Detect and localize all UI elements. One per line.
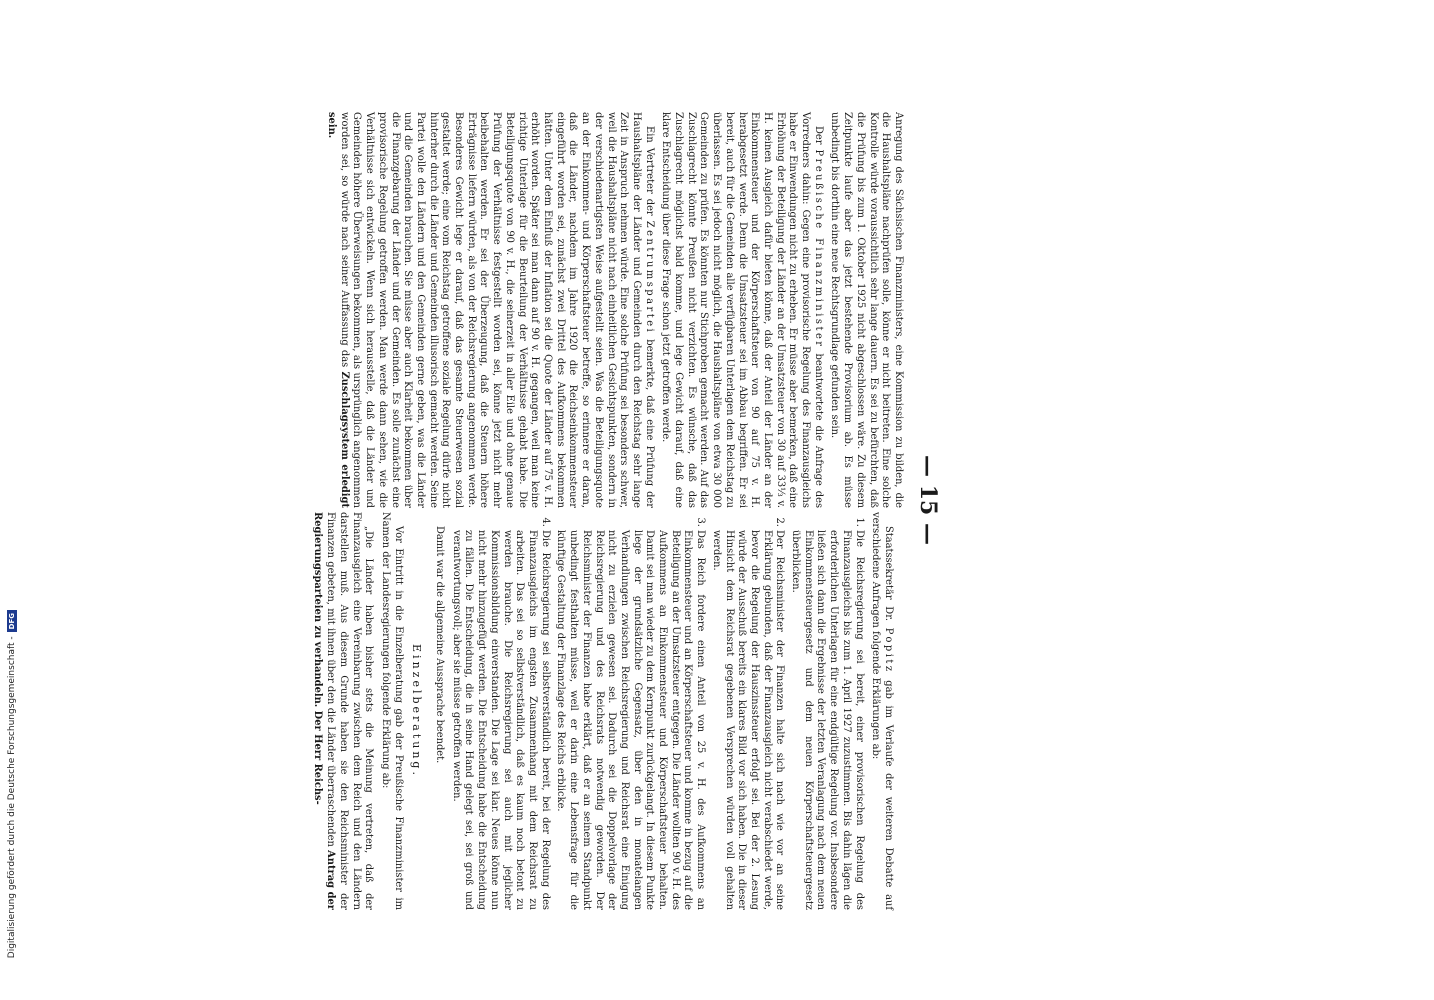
footer-strip: [2, 600, 20, 995]
numbered-list: [449, 512, 865, 910]
paragraph: Anregung des Sächsischen Finanzministers, eine Kommission zu bilden, die die Haushaltspläne nachprüfen solle, könne er nicht beitreten. Eine solche Kontrolle würde voraussichtlich sehr lange dauern. Es sei zu befürchten, daß die Prüfung bis zum 1. Oktober 1925 nicht abgeschlossen wäre. Zu diesem Zeitpunkte laufe aber das jetzt bestehende Provisorium ab. Es müsse unbedingt bis dorthin eine neue Rechtsgrundlage gefunden sein.: [829, 112, 904, 508]
bold-text: Zuschlagsystem erledigt sein.: [326, 112, 350, 508]
paragraph: [311, 512, 375, 910]
page-number: — 15 —: [915, 455, 941, 545]
text-run: Der: [812, 126, 824, 145]
text-run: beantwortete die Anfrage des Vorredners dahin: Gegen eine provisorische Regelung des Finanzausgleichs habe er Einwendungen nicht zu erheben. Er müsse aber bemerken, daß eine Erhöhung der Beteiligung der Länder an der Umsatzsteuer von 30 auf 33⅓ v. H. keinen Ausgleich dafür bieten könne, daß der Anteil der Länder an der Einkommensteuer und der Körperschaftsteuer von 90 auf 75 v. H. herabgesetzt werde. Denn die Umsatzsteuer sei im Abbau begriffen. Er sei bereit, auch für die Gemeinden alle verfügbaren Unterlagen dem Reichstag zu überlassen. Es sei jedoch nicht möglich, die Haushaltspläne von etwa 30 000 Gemeinden zu prüfen. Es könnten nur Stichproben gemacht werden. Auf das Zuschlagrecht könnte Preußen nicht verzichten. Es wünsche, daß das Zuschlagrecht möglichst bald komme, und lege Gewicht darauf, daß eine klare Entscheidung über diese Frage schon jetzt getroffen werde.: [660, 112, 824, 509]
paragraph: Damit war die allgemeine Aussprache beendet.: [434, 526, 446, 764]
paragraph: [324, 112, 654, 508]
footer-text: Digitalisierung gefördert durch die Deutsche Forschungsgemeinschaft -: [7, 636, 17, 959]
speaker-name: Zentrumspartei: [643, 220, 655, 335]
paragraph: [659, 112, 824, 508]
text-run: Ein Vertreter der: [643, 126, 655, 216]
section-heading: Einzelberatung.: [410, 644, 424, 778]
text-run: Staatssekretär Dr.: [883, 526, 894, 621]
paragraph: [869, 512, 894, 910]
bold-text: Antrag der Regierungsparteien zu verhandeln. Der Herr Reichs-: [312, 512, 337, 910]
right-column: [307, 512, 894, 910]
list-item: 2. Der Reichsminister der Finanzen halte sich nach wie vor an seine Erklärung gebunden, daß der Finanzausgleich nicht verabschiedet werde, bevor die Regelung der Hauszinssteuer erfolgt sei. Bei der 2. Lesung würde der Ausschuß bereits ein klares Bild vor sich haben. Die in dieser Hinsicht dem Reichsrat gegebenen Versprechen würden voll gehalten werden.: [709, 530, 785, 910]
speaker-name: Popitz: [883, 627, 894, 674]
text-run: bemerkte, daß eine Prüfung der Haushaltspläne der Länder und Gemeinden durch den Reichstag sehr lange Zeit in Anspruch nehmen würde. Eine solche Prüfung sei besonders schwer, weil die Haushaltspläne nicht nach einheitlichen Gesichtspunkten, sondern in der verschiedenartigsten Weise aufgestellt seien. Was die Beteiligungsquote an der Einkommen- und Körperschaftsteuer betreffe, so erinnere er daran, daß die Länder, nachdem im Jahre 1920 die Reichseinkommensteuer eingeführt worden sei, zunächst zwei Drittel des Aufkommens bekommen hätten. Unter dem Einfluß der Inflation sei die Quote der Länder auf 75 v. H. erhöht worden. Später sei man dann auf 90 v. H. gegangen, weil man keine richtige Unterlage für die Beurteilung der Verhältnisse gehabt habe. Die Beteiligungsquote von 90 v. H., die seinerzeit in aller Eile und ohne genaue Prüfung der Verhältnisse festgestellt worden sei, könne jetzt nicht mehr beibehalten werden. Er sei der Überzeugung, daß die Steuern höhere Erträgnisse liefern würden, als von der Reichsregierung angenommen werde. Besonderes Gewicht lege er darauf, daß das gesamte Steuerwesen sozial gestaltet werde; eine vom Reichstag getroffene soziale Regelung dürfe nicht hinterher durch die Länder und Gemeinden illusorisch gemacht werden. Seine Partei wolle den Ländern und den Gemeinden gerne geben, was die Länder und die Gemeinden brauchen. Sie müsse aber auch Klarheit bekommen über die Finanzgebarung der Länder und der Gemeinden. Es solle zunächst eine provisorische Regelung getroffen werden. Man werde dann sehen, wie die Verhältnisse sich entwickeln. Wenn sich herausstelle, daß die Länder und Gemeinden höhere Überweisungen bekommen, als ursprünglich angenommen worden sei, so würde nach seiner Auffassung das: [338, 112, 655, 509]
list-item: 1. Die Reichsregierung sei bereit, einer provisorischen Regelung des Finanzausgleichs bis zum 1. April 1927 zuzustimmen. Bis dahin lägen die erforderlichen Unterlagen für eine endgültige Regelung vor. Insbesondere ließen sich dann die Ergebnisse der letzten Veranlagung nach dem neuen Einkommensteuergesetz und dem neuen Körperschaftsteuergesetz überblicken.: [788, 530, 864, 910]
text-run: „Die Länder haben bisher stets die Meinung vertreten, daß der Finanzausgleich eine Vereinbarung zwischen dem Reich und den Ländern darstellen muß. Aus diesem Grunde haben sie den Reichsminister der Finanzen gebeten, mit ihnen über den die Länder überraschenden: [325, 512, 375, 910]
dfg-logo: DFG: [7, 610, 17, 632]
footer: [7, 610, 17, 990]
left-column: [320, 112, 904, 508]
list-item: 4. Die Reichsregierung sei selbstverständlich bereit, bei der Regelung des Finanzausgleichs im engsten Zusammenhang mit dem Reichsrat zu arbeiten. Das sei so selbstverständlich, daß es kaum noch betont zu werden brauche. Die Reichsregierung sei auch mit jeglicher Kommissionsbildung einverstanden. Die Lage sei klar. Neues könne nun nicht mehr hinzugefügt werden. Die Entscheidung habe die Entscheidung zu fällen. Die Entscheidung, die in seine Hand gelegt sei, sei groß und verantwortungsvoll; aber sie müsse getroffen werden.: [449, 530, 551, 910]
text-run: gab im Verlaufe der weiteren Debatte auf verschiedene Anfragen folgende Erklärungen ab:: [870, 512, 894, 910]
paragraph: Vor Eintritt in die Einzelberatung gab der Preußische Finanzminister im Namen der Landesregierungen folgende Erklärung ab:: [379, 512, 404, 910]
speaker-name: Preußische Finanzminister: [812, 149, 824, 349]
list-item: 3. Das Reich fordere einen Anteil von 25 v. H. des Aufkommens an Einkommensteuer und an Körperschaftsteuer und komme in bezug auf die Beteiligung an der Umsatzsteuer entgegen. Die Länder wollten 90 v. H. des Aufkommens an Einkommensteuer und Körperschaftsteuer behalten. Damit sei man wieder zu dem Kernpunkt zurückgelangt. In diesem Punkte liege der grundsätzliche Gegensatz, über den in monatelangen Verhandlungen zwischen Reichsregierung und Reichsrat eine Einigung nicht zu erzielen gewesen sei. Dadurch sei die Doppelvorlage der Reichsregierung und des Reichsrats notwendig geworden. Der Reichsminister der Finanzen habe erklärt, daß er an seinem Standpunkt unbedingt festhalten müsse, weil er darin eine Lebensfrage für die künftige Gestaltung der Finanzlage des Reichs erblicke.: [554, 530, 706, 910]
